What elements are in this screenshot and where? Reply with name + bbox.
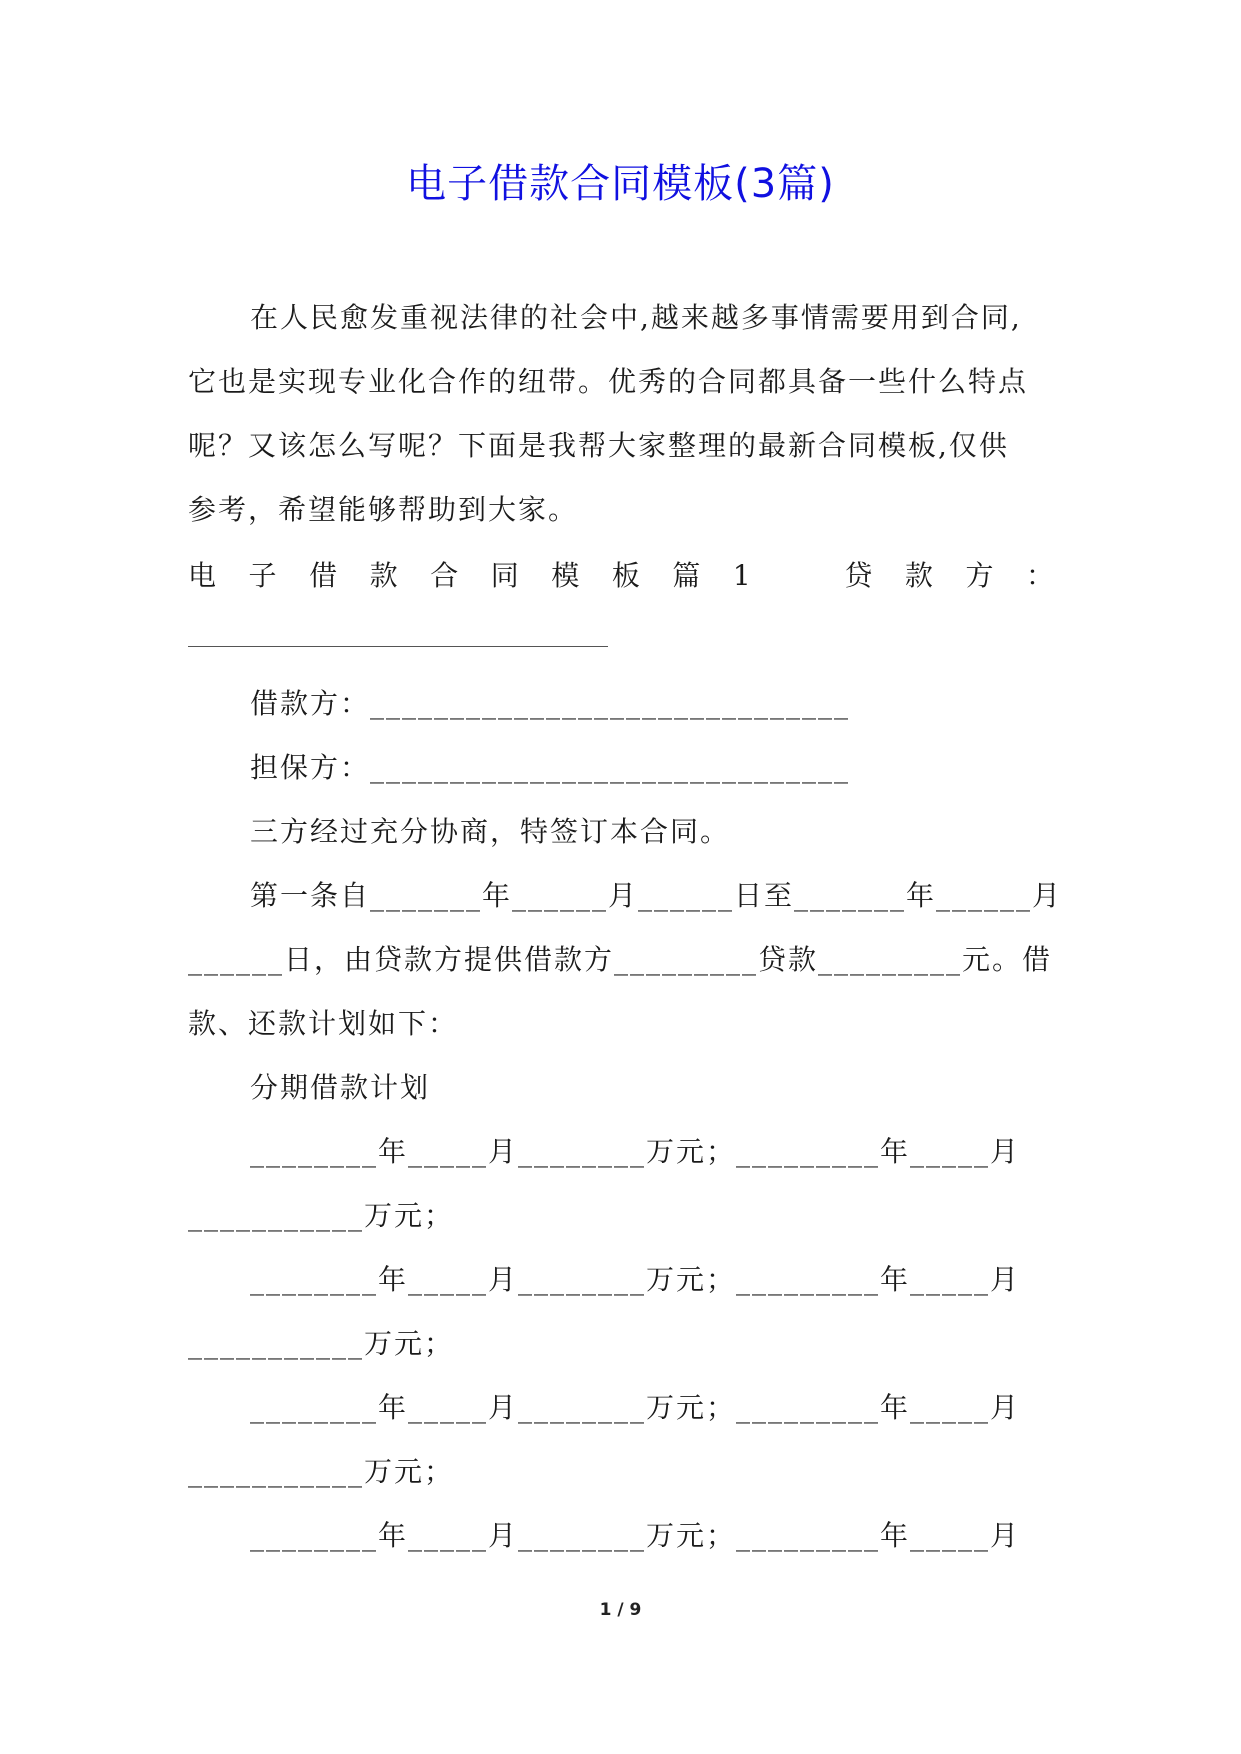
page-number: 1 / 9 bbox=[599, 1600, 642, 1620]
heading-char: 模 bbox=[551, 559, 582, 592]
article1-line-1: 第一条自_______年______月______日至_______年______月 bbox=[250, 879, 1063, 912]
article1-line-2: ______日，由贷款方提供借款方_________贷款_________元。借 bbox=[188, 943, 1053, 976]
heading-char: 电 bbox=[188, 559, 219, 592]
heading-char: 板 bbox=[611, 559, 642, 592]
document-title: 电子借款合同模板(3篇) bbox=[406, 161, 835, 207]
heading-char: 同 bbox=[490, 559, 521, 592]
heading-char: 合 bbox=[430, 559, 461, 592]
plan-row-a: ________年_____月________万元；_________年_____月 bbox=[250, 1135, 1021, 1168]
plan-row-b: ___________万元； bbox=[188, 1199, 455, 1232]
heading-char: 方 bbox=[965, 559, 996, 592]
heading-char: 贷 bbox=[844, 559, 875, 592]
article1-line-3: 款、还款计划如下： bbox=[188, 1007, 459, 1040]
plan-row-a: ________年_____月________万元；_________年_____月 bbox=[250, 1263, 1021, 1296]
intro-line-2: 它也是实现专业化合作的纽带。优秀的合同都具备一些什么特点 bbox=[188, 365, 1029, 398]
plan-row-b: ___________万元； bbox=[188, 1327, 455, 1360]
guarantor-line: 担保方：______________________________ bbox=[250, 751, 851, 784]
heading-char: 款 bbox=[904, 559, 935, 592]
heading-char: 款 bbox=[369, 559, 400, 592]
plan-row-b: ___________万元； bbox=[188, 1455, 455, 1488]
intro-line-4: 参考，希望能够帮助到大家。 bbox=[188, 493, 579, 526]
plan-row-a: ________年_____月________万元；_________年_____月 bbox=[250, 1519, 1021, 1552]
borrower-line: 借款方：______________________________ bbox=[250, 687, 851, 720]
intro-line-3: 呢？又该怎么写呢？下面是我帮大家整理的最新合同模板,仅供 bbox=[188, 429, 1009, 462]
intro-line-1: 在人民愈发重视法律的社会中,越来越多事情需要用到合同, bbox=[250, 301, 1022, 334]
heading-char: 1 bbox=[732, 559, 753, 592]
heading-char: 子 bbox=[248, 559, 279, 592]
plan-row-a: ________年_____月________万元；_________年_____月 bbox=[250, 1391, 1021, 1424]
heading-char: 借 bbox=[309, 559, 340, 592]
agreement-line: 三方经过充分协商，特签订本合同。 bbox=[250, 815, 731, 848]
section-heading bbox=[188, 556, 1056, 596]
heading-char: 篇 bbox=[672, 559, 703, 592]
heading-char: ： bbox=[1025, 559, 1056, 592]
lender-blank-line bbox=[188, 646, 608, 647]
plan-heading: 分期借款计划 bbox=[250, 1071, 431, 1104]
